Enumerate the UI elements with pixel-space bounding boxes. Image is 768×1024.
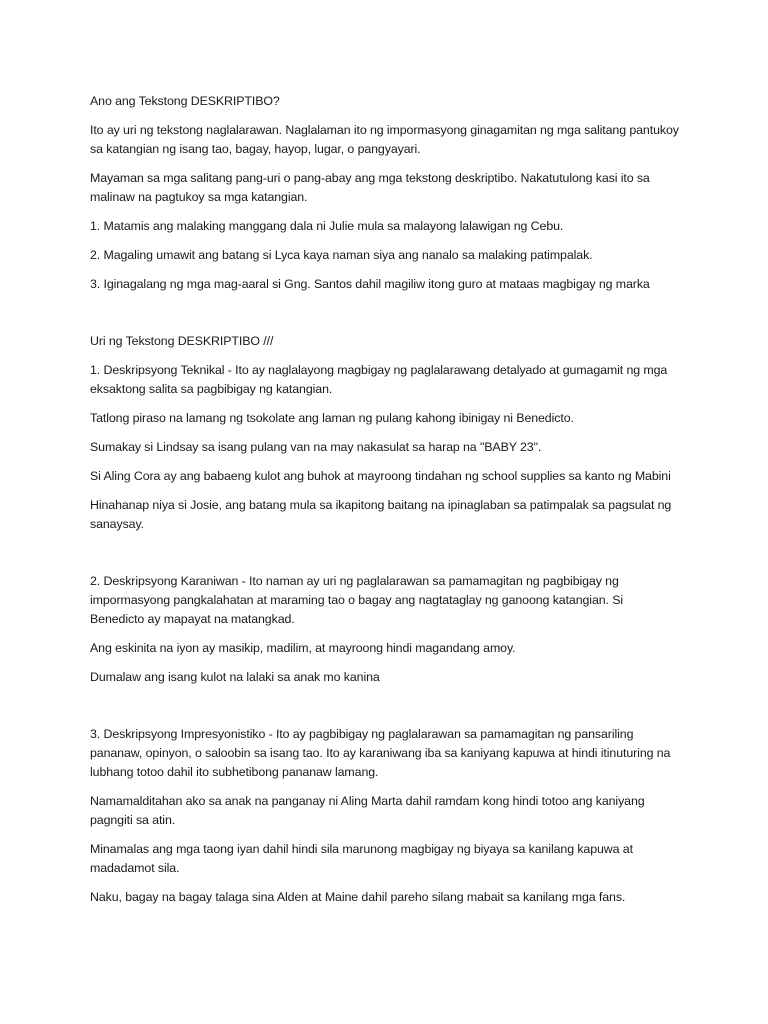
example-item: 2. Magaling umawit ang batang si Lyca kaya naman siya ang nanalo sa malaking patimpalak. [90, 248, 593, 262]
example-item: Namamalditahan ako sa anak na panganay ni Aling Marta dahil ramdam kong hindi totoo ang kaniyang pagngiti sa atin. [90, 794, 645, 827]
paragraph: Ito ay uri ng tekstong naglalarawan. Naglalaman ito ng impormasyong ginagamitan ng mga salitang pantukoy sa katangian ng isang tao, bagay, hayop, lugar, o pangyayari. [90, 123, 679, 156]
paragraph: 2. Deskripsyong Karaniwan - Ito naman ay uri ng paglalarawan sa pamamagitan ng pagbibigay ng impormasyong pangkalahatan at maraming tao o bagay ang nagtataglay ng ganoong katangian. Si Benedicto ay mapayat na matangkad. [90, 574, 624, 626]
example-item: Naku, bagay na bagay talaga sina Alden at Maine dahil pareho silang mabait sa kanilang mga fans. [90, 890, 626, 904]
example-item: Si Aling Cora ay ang babaeng kulot ang buhok at mayroong tindahan ng school supplies sa kanto ng Mabini [90, 469, 671, 483]
example-item: Ang eskinita na iyon ay masikip, madilim, at mayroong hindi magandang amoy. [90, 641, 516, 655]
example-item: Hinahanap niya si Josie, ang batang mula sa ikapitong baitang na ipinaglaban sa patimpalak sa pagsulat ng sanaysay. [90, 498, 672, 531]
example-item: 3. Iginagalang ng mga mag-aaral si Gng. Santos dahil magiliw itong guro at mataas magbigay ng marka [90, 277, 650, 291]
example-item: Dumalaw ang isang kulot na lalaki sa anak mo kanina [90, 670, 380, 684]
section-heading: Uri ng Tekstong DESKRIPTIBO /// [90, 334, 274, 348]
example-item: Tatlong piraso na lamang ng tsokolate ang laman ng pulang kahong ibinigay ni Benedicto. [90, 411, 574, 425]
paragraph: Mayaman sa mga salitang pang-uri o pang-abay ang mga tekstong deskriptibo. Nakatutulong kasi ito sa malinaw na pagtukoy sa mga katangian. [90, 171, 650, 204]
example-item: Minamalas ang mga taong iyan dahil hindi sila marunong magbigay ng biyaya sa kanilang kapuwa at madadamot sila. [90, 842, 633, 875]
example-item: Sumakay si Lindsay sa isang pulang van na may nakasulat sa harap na "BABY 23". [90, 440, 542, 454]
paragraph: 1. Deskripsyong Teknikal - Ito ay naglalayong magbigay ng paglalarawang detalyado at gumagamit ng mga eksaktong salita sa pagbibigay ng katangian. [90, 363, 668, 396]
paragraph: 3. Deskripsyong Impresyonistiko - Ito ay pagbibigay ng paglalarawan sa pamamagitan ng pansariling pananaw, opinyon, o saloobin sa isang tao. Ito ay karaniwang iba sa kaniyang kapuwa at hindi itinuturing na lubhang totoo dahil ito subhetibong pananaw lamang. [90, 727, 671, 779]
example-item: 1. Matamis ang malaking manggang dala ni Julie mula sa malayong lalawigan ng Cebu. [90, 219, 564, 233]
document-body [90, 92, 680, 917]
section-heading: Ano ang Tekstong DESKRIPTIBO? [90, 94, 280, 108]
